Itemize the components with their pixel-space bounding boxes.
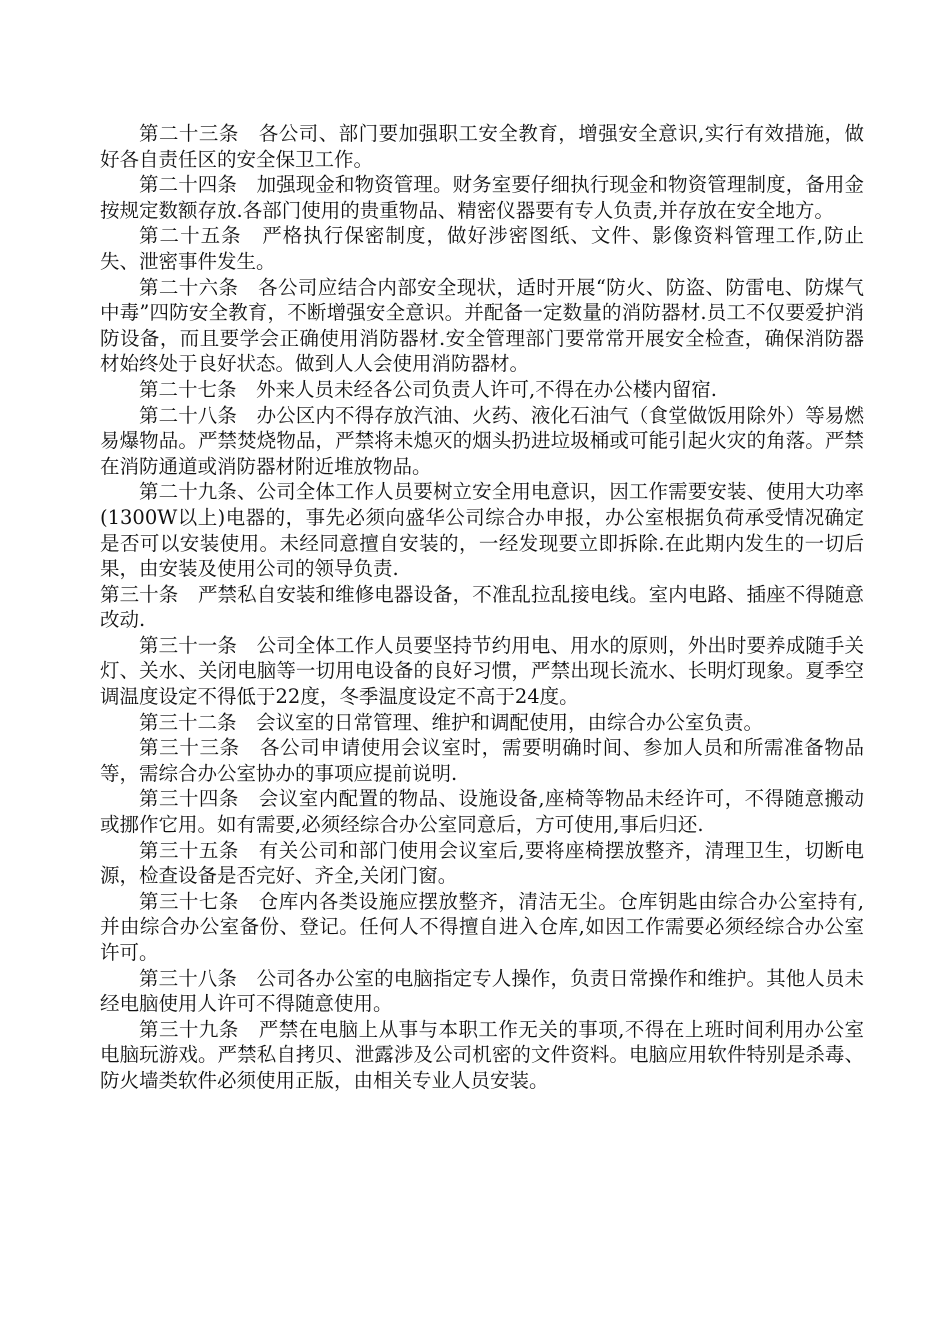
article-paragraph: 第二十八条 办公区内不得存放汽油、火药、液化石油气（食堂做饭用除外）等易燃易爆物品。严禁焚烧物品，严禁将未熄灭的烟头扔进垃圾桶或可能引起火灾的角落。严禁在消防通道或消防器材附近堆放物品。: [100, 403, 864, 478]
article-paragraph: 第二十五条 严格执行保密制度，做好涉密图纸、文件、影像资料管理工作,防止失、泄密事件发生。: [100, 224, 864, 273]
article-paragraph: 第三十八条 公司各办公室的电脑指定专人操作，负责日常操作和维护。其他人员未经电脑使用人许可不得随意使用。: [100, 966, 864, 1016]
article-paragraph: 第二十七条 外来人员未经各公司负责人许可,不得在办公楼内留宿.: [139, 377, 717, 401]
document-page: [100, 121, 864, 1094]
article-paragraph: 第三十九条 严禁在电脑上从事与本职工作无关的事项,不得在上班时间利用办公室电脑玩游戏。严禁私自拷贝、泄露涉及公司机密的文件资料。电脑应用软件特别是杀毒、防火墙类软件必须使用正版，由相关专业人员安装。: [100, 1017, 864, 1092]
article-paragraph: 第二十四条 加强现金和物资管理。财务室要仔细执行现金和物资管理制度，备用金按规定数额存放.各部门使用的贵重物品、精密仪器要有专人负责,并存放在安全地方。: [100, 173, 864, 222]
article-paragraph: 第二十九条、公司全体工作人员要树立安全用电意识，因工作需要安装、使用大功率(1300W以上)电器的，事先必须向盛华公司综合办申报，办公室根据负荷承受情况确定是否可以安装使用。未经同意擅自安装的，一经发现要立即拆除.在此期内发生的一切后果，由安装及使用公司的领导负责.: [100, 480, 864, 581]
article-paragraph: 第三十五条 有关公司和部门使用会议室后,要将座椅摆放整齐，清理卫生，切断电源，检查设备是否完好、齐全,关闭门窗。: [100, 838, 864, 888]
article-paragraph: 第二十三条 各公司、部门要加强职工安全教育，增强安全意识,实行有效措施，做好各自责任区的安全保卫工作。: [100, 122, 864, 171]
article-paragraph: 第二十六条 各公司应结合内部安全现状，适时开展“防火、防盗、防雷电、防煤气中毒”四防安全教育，不断增强安全意识。并配备一定数量的消防器材.员工不仅要爱护消防设备，而且要学会正确使用消防器材.安全管理部门要常常开展安全检查，确保消防器材始终处于良好状态。做到人人会使用消防器材。: [100, 275, 864, 376]
article-paragraph: 第三十一条 公司全体工作人员要坚持节约用电、用水的原则，外出时要养成随手关灯、关水、关闭电脑等一切用电设备的良好习惯，严禁出现长流水、长明灯现象。夏季空调温度设定不得低于22度，冬季温度设定不高于24度。: [100, 633, 864, 709]
article-paragraph: 第三十三条 各公司申请使用会议室时，需要明确时间、参加人员和所需准备物品等，需综合办公室协办的事项应提前说明.: [100, 736, 864, 785]
article-paragraph: 第三十四条 会议室内配置的物品、设施设备,座椅等物品未经许可，不得随意搬动或挪作它用。如有需要,必须经综合办公室同意后，方可使用,事后归还.: [100, 787, 864, 837]
article-paragraph: 第三十条 严禁私自安装和维修电器设备，不准乱拉乱接电线。室内电路、插座不得随意改动.: [100, 582, 864, 632]
article-paragraph: 第三十七条 仓库内各类设施应摆放整齐，清洁无尘。仓库钥匙由综合办公室持有,并由综合办公室备份、登记。任何人不得擅自进入仓库,如因工作需要必须经综合办公室许可。: [100, 889, 864, 964]
article-paragraph: 第三十二条 会议室的日常管理、维护和调配使用，由综合办公室负责。: [139, 710, 764, 734]
